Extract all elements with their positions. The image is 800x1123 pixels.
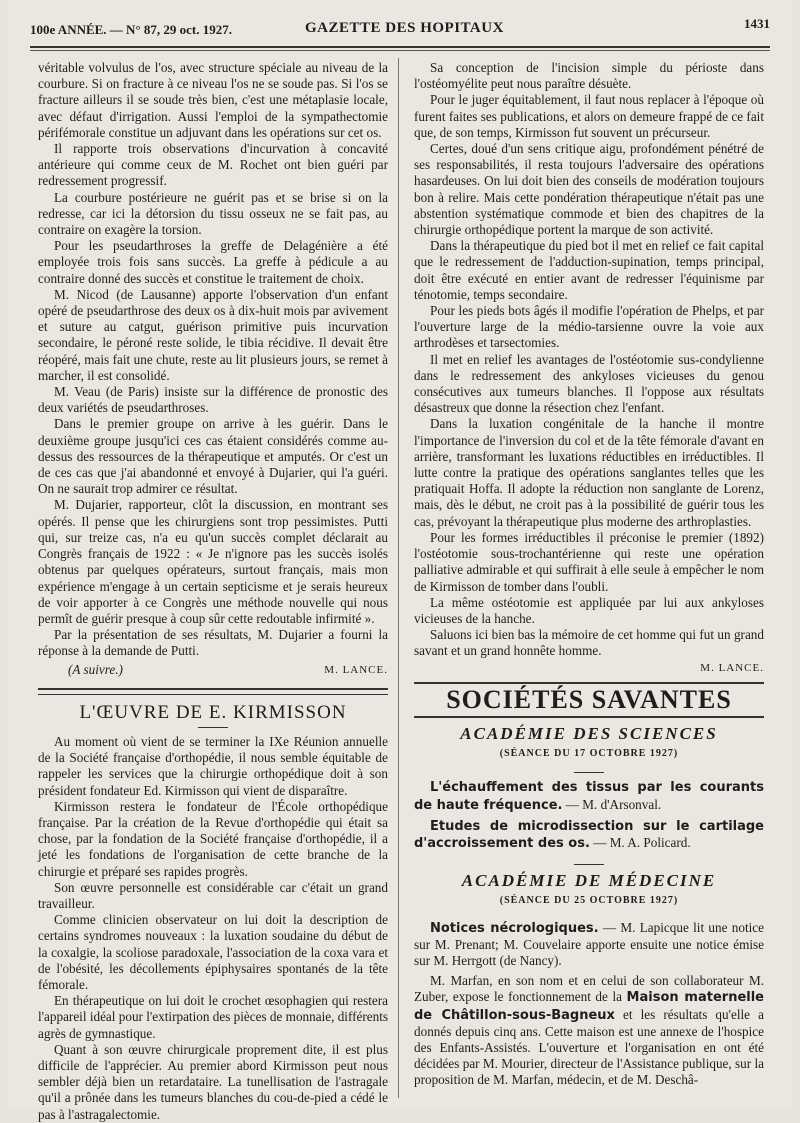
left-column — [38, 60, 388, 1123]
communication-body: M. Marfan, en son nom et en celui de son collaborateur M. Zuber, expose le fonctionnement de la — [414, 973, 764, 1005]
session-date: (SÉANCE DU 25 OCTOBRE 1927) — [499, 895, 679, 907]
signature-line — [38, 662, 388, 678]
column-divider — [398, 58, 399, 1098]
author-signature: M. LANCE. — [700, 661, 764, 674]
paragraph: La courbure postérieure ne guérit pas et se brise si on la redresse, car ici la détorsion du tissu osseux ne se fait pas, au contraire on exagère la torsion. — [38, 189, 388, 238]
author-signature: M. LANCE. — [324, 663, 388, 676]
communication-item — [414, 920, 764, 970]
divider-short — [574, 864, 604, 865]
communication-title: Etudes de microdissection sur le cartilage d'accroissement des os. — [414, 818, 764, 851]
communication-body: et les résultats qu'elle a donnés depuis cinq ans. Cette maison est une annexe de l'hospice des Enfants-Assistés. L'ouverture et l'organisation en ont été décidées par M. Mourier, directeur de l'Assistance publique, sur la proposition de M. Marfan, médecin, et de M. Deschâ- — [414, 1006, 764, 1088]
academy-heading: ACADÉMIE DE MÉDECINE — [461, 871, 717, 891]
paragraph: Il met en relief les avantages de l'ostéotomie sus-condylienne dans le redressement des ankyloses vicieuses du genou consécutives aux tumeurs blanches. Il l'oppose aux résultats désastreux que donne la résection chez l'enfant. — [414, 351, 764, 416]
paragraph: véritable volvulus de l'os, avec structure spéciale au niveau de la courbure. Si on fracture à ce niveau l'os ne se soude pas. Si l'os se fracture ailleurs il se soude très bien, c'est une métaplasie locale, avec défaut d'irrigation. Aussi l'emploi de la sympathectomie périfémorale constitue un adjuvant dans les opérations sur cet os. — [38, 60, 388, 140]
paragraph: M. Nicod (de Lausanne) apporte l'observation d'un enfant opéré de pseudarthrose des deux os à dix-huit mois par avivement et suture au catgut, guérison primitive puis incurvation secondaire, le péroné reste solide, le tibia récidive. Il devait être réopéré, mais fait une chute, reste au lit plusieurs jours, se remet à marcher, il est consolidé. — [38, 286, 388, 383]
divider-short — [574, 772, 604, 773]
paragraph: Pour les formes irréductibles il préconise le premier (1892) l'ostéotomie sous-trochantérienne qui reste une opération palliative admirable et qui suffirait à elle seule à empêcher le nom de Kirmisson de tomber dans l'oubli. — [414, 529, 764, 594]
paragraph: M. Dujarier, rapporteur, clôt la discussion, en montrant ses opérés. Il pense que les chirurgiens sont trop pessimistes. Putti qui, sur treize cas, n'a eu qu'un succès complet déclarait au Congrès français de 1922 : « Je n'ignore pas les succès isolés obtenus par quelques opérateurs, surtout français, mais mon expérience m'engage à un certain septicisme et je serais heureux de voir apporter à ce Congrès une méthode nouvelle qui nous permît de guérir presque à coup sûr cette redoutable infirmité ». — [38, 497, 388, 626]
article-title: L'ŒUVRE DE E. KIRMISSON — [79, 701, 347, 723]
paragraph: Il rapporte trois observations d'incurvation à concavité antérieure qui comme ceux de M. Rochet ont bien guéri par redressement progressif. — [38, 141, 388, 189]
page-header — [30, 16, 770, 40]
paragraph: En thérapeutique on lui doit le crochet œsophagien qui restera l'appareil idéal pour l'extirpation des pièces de monnaie, différents agrès de gymnastique. — [38, 993, 388, 1041]
communication-title: Notices nécrologiques. — [430, 920, 599, 936]
journal-title: GAZETTE DES HOPITAUX — [305, 20, 504, 36]
communication-author: — M. A. Policard. — [589, 834, 691, 850]
communication-item — [414, 973, 764, 1088]
section-heading: SOCIÉTÉS SAVANTES — [446, 684, 732, 714]
section-rule-thin — [38, 694, 388, 695]
section-rule — [38, 688, 388, 690]
paragraph: Certes, doué d'un sens critique aigu, profondément pénétré de ses responsabilités, il resta toujours l'adversaire des opérations hasardeuses. On lui doit bien des conseils de modération toujours bon à relire. Mais cette pondération thérapeutique n'était pas une abstention systématique commode et bien des chapitres de la chirurgie orthopédique portent la marque de son activité. — [414, 141, 764, 238]
paragraph: M. Veau (de Paris) insiste sur la différence de pronostic des deux variétés de pseudarthroses. — [38, 384, 388, 416]
paragraph: Kirmisson restera le fondateur de l'École orthopédique française. Par la création de la Revue d'orthopédie qui était sa chose, par la fondation de la Société française d'orthopédie, il a jeté les fondations de l'organisation de cette branche de la chirurgie et préparé ses rapides progrès. — [38, 798, 388, 879]
section-rule — [414, 682, 764, 684]
communication-title: L'échauffement des tissus par les courants de haute fréquence. — [414, 780, 764, 813]
title-underline — [198, 727, 228, 728]
page-number: 1431 — [744, 16, 770, 31]
header-rule-thin — [30, 50, 770, 51]
paragraph: Pour les pseudarthroses la greffe de Delagénière a été employée trois fois sans succès. La greffe à pédicule a au contraire donné des succès et constitue le traitement de choix. — [38, 238, 388, 286]
paragraph: Sa conception de l'incision simple du périoste dans l'ostéomyélite peut nous paraître désuète. — [414, 60, 764, 92]
communication-item — [414, 818, 764, 852]
paragraph: Comme clinicien observateur on lui doit la description de certains syndromes nouveaux : la luxation soudaine du début de la coxalgie, la scoliose paradoxale, l'association de la coxa vara et de l'obésité, les décollements épiphysaires spontanés de la tête fémorale. — [38, 912, 388, 992]
to-be-continued: (A suivre.) — [68, 661, 123, 677]
paragraph: Pour les pieds bots âgés il modifie l'opération de Phelps, et par l'ouverture large de la médio-tarsienne ouvre la voie aux arthrodèses et tarsectomies. — [414, 303, 764, 351]
paragraph: Au moment où vient de se terminer la IXe Réunion annuelle de la Société française d'orthopédie, il nous semble équitable de rappeler les services que la chirurgie orthopédique doit à son président fondateur Ed. Kirmisson qui vient de disparaître. — [38, 733, 388, 798]
communication-item — [414, 779, 764, 813]
paragraph: Pour le juger équitablement, il faut nous replacer à l'époque où furent faites ses publications, et alors on demeure frappé de ce fait que, de son temps, Kirmisson fut souvent un précurseur. — [414, 92, 764, 140]
academy-heading: ACADÉMIE DES SCIENCES — [460, 723, 718, 743]
header-rule — [30, 46, 770, 48]
paragraph: Dans la thérapeutique du pied bot il met en relief ce fait capital que le redressement de l'adduction-supination, temps principal, doit être exécuté en entier avant de redresser l'équinisme par ténotomie, temps secondaire. — [414, 238, 764, 302]
section-rule — [414, 716, 764, 718]
paragraph: Saluons ici bien bas la mémoire de cet homme qui fut un grand savant et un grand honnête homme. — [414, 627, 764, 659]
paragraph: Par la présentation de ses résultats, M. Dujarier a fourni la réponse à la demande de Putti. — [38, 627, 388, 659]
right-column — [414, 60, 764, 1089]
session-date: (SÉANCE DU 17 OCTOBRE 1927) — [499, 748, 679, 760]
paragraph: Quant à son œuvre chirurgicale proprement dite, il est plus difficile de l'apprécier. Au premier abord Kirmisson peut nous sembler déjà bien un retardataire. La tunellisation de l'astragale qu'il a prônée dans les tumeurs blanches du cou-de-pied a cédé le pas à l'astragalectomie. — [38, 1041, 388, 1122]
paragraph: Son œuvre personnelle est considérable car c'était un grand travailleur. — [38, 879, 388, 911]
institution-name: Maison maternelle de Châtillon-sous-Bagneux — [414, 990, 764, 1023]
issue-info: 100e ANNÉE. — N° 87, 29 oct. 1927. — [30, 22, 232, 37]
communication-author: — M. d'Arsonval. — [562, 796, 662, 812]
communication-body: — M. Lapicque lit une notice sur M. Prenant; M. Couvelaire apporte ensuite une notice émise sur M. Herrgott (de Nancy). — [414, 919, 764, 968]
paragraph: Dans la luxation congénitale de la hanche il montre l'importance de l'inversion du col et de la tête fémorale d'avant en arrière, transformant les luxations réductibles en irréductibles. Il lutte contre la pratique des opérations sanglantes telles que les pratiquait Hoffa. Il adopte la réduction non sanglante de Lorenz, mais, dès le début, ne croit pas à la possibilité de guérir tous les cas, prévoyant la thérapeutique plus moderne des arthroplasties. — [414, 416, 764, 529]
paragraph: La même ostéotomie est appliquée par lui aux ankyloses vicieuses de la hanche. — [414, 594, 764, 626]
paragraph: Dans le premier groupe on arrive à les guérir. Dans le deuxième groupe jusqu'ici ces cas étaient considérés comme au-dessus des ressources de la thérapeutique et amputés. Or c'est un de ces cas que j'ai abandonné et envoyé à Dujarier, qui l'a guéri. On ne saurait trop admirer ce résultat. — [38, 416, 388, 497]
